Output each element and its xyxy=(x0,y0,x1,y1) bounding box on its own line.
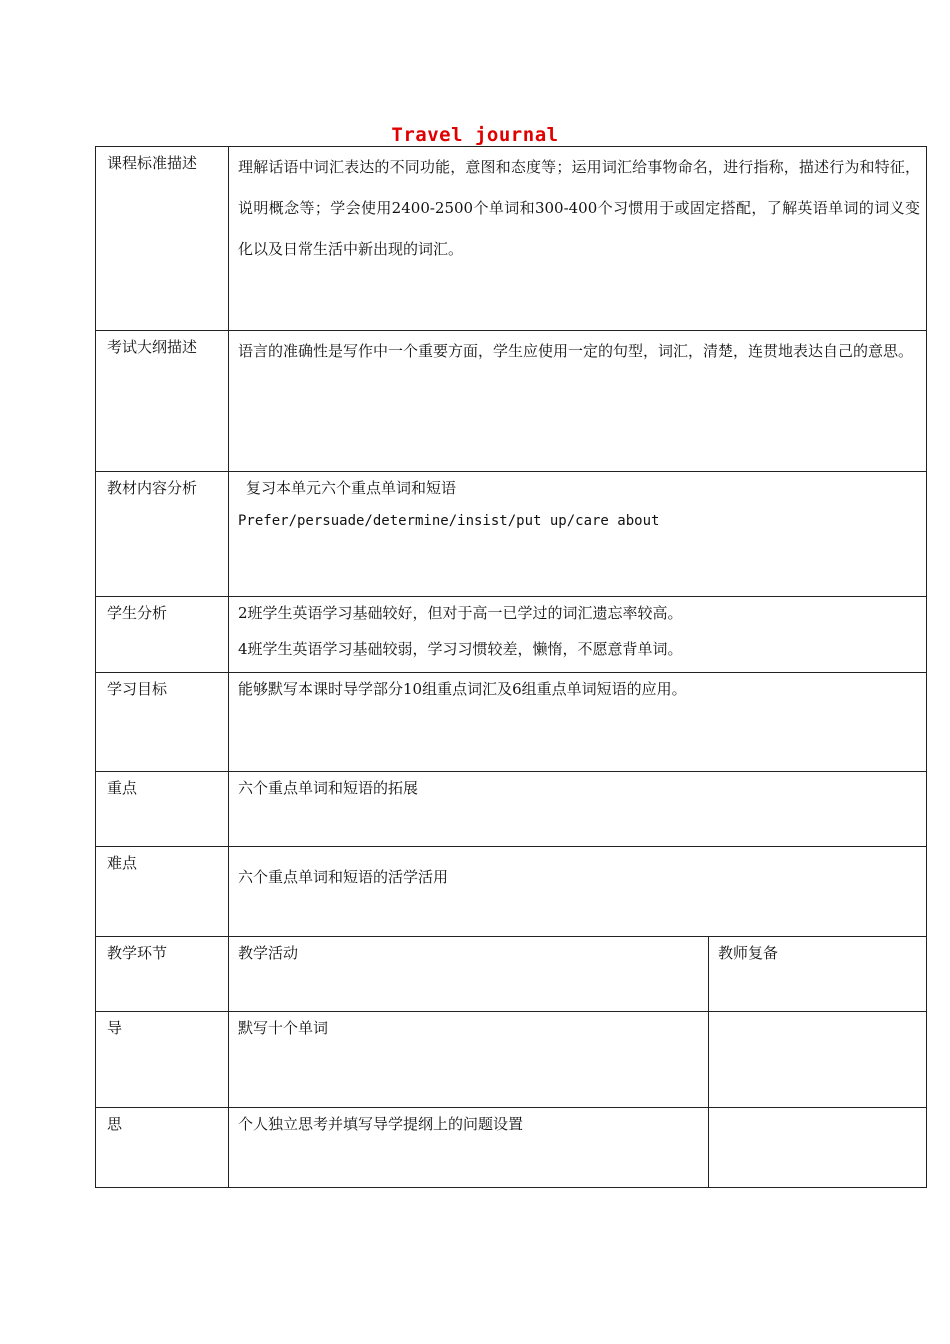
label-cell xyxy=(96,331,229,472)
activity-header: 教学活动 xyxy=(238,944,299,962)
notes-cell xyxy=(709,937,927,1012)
step-notes xyxy=(709,1108,926,1114)
step-activity: 默写十个单词 xyxy=(238,1019,329,1037)
content-cell xyxy=(229,847,927,937)
table-row-curriculum xyxy=(96,147,927,331)
material-line-2: Prefer/persuade/determine/insist/put up/care about xyxy=(238,513,660,529)
table-row-material xyxy=(96,472,927,597)
row-label: 考试大纲描述 xyxy=(107,338,198,356)
label-cell xyxy=(96,673,229,772)
activity-cell xyxy=(229,1012,709,1108)
row-label: 课程标准描述 xyxy=(107,154,198,172)
notes-cell xyxy=(709,1108,927,1188)
label-cell xyxy=(96,472,229,597)
label-cell xyxy=(96,937,229,1012)
label-cell xyxy=(96,147,229,331)
label-cell xyxy=(96,772,229,847)
key-point-text: 六个重点单词和短语的拓展 xyxy=(238,779,419,797)
content-cell xyxy=(229,772,927,847)
row-label: 学习目标 xyxy=(107,680,168,698)
table-row-steps-header xyxy=(96,937,927,1012)
label-cell xyxy=(96,1012,229,1108)
difficulty-text: 六个重点单词和短语的活学活用 xyxy=(238,868,449,886)
step-label: 导 xyxy=(107,1019,123,1037)
exam-outline-text: 语言的准确性是写作中一个重要方面，学生应使用一定的句型，词汇，清楚，连贯地表达自己的意思。 xyxy=(238,342,914,360)
row-label: 学生分析 xyxy=(107,604,168,622)
table-row-step-guide xyxy=(96,1012,927,1108)
row-label: 重点 xyxy=(107,779,138,797)
table-row-difficulty xyxy=(96,847,927,937)
table-row-students xyxy=(96,597,927,673)
notes-header: 教师复备 xyxy=(718,944,779,962)
lesson-plan-table xyxy=(95,146,927,1188)
row-label: 难点 xyxy=(107,854,138,872)
material-line-1: 复习本单元六个重点单词和短语 xyxy=(246,479,457,497)
table-row-exam-outline xyxy=(96,331,927,472)
step-header: 教学环节 xyxy=(107,944,168,962)
content-cell xyxy=(229,472,927,597)
step-notes xyxy=(709,1012,926,1018)
document-title: Travel journal xyxy=(391,124,559,146)
content-cell xyxy=(229,331,927,472)
table-row-step-think xyxy=(96,1108,927,1188)
step-label: 思 xyxy=(107,1115,123,1133)
notes-cell xyxy=(709,1012,927,1108)
content-cell xyxy=(229,597,927,673)
table-row-objective xyxy=(96,673,927,772)
students-line-2: 4班学生英语学习基础较弱，学习习惯较差，懒惰，不愿意背单词。 xyxy=(238,640,683,658)
activity-cell xyxy=(229,1108,709,1188)
curriculum-text: 理解话语中词汇表达的不同功能，意图和态度等；运用词汇给事物命名，进行指称，描述行为和特征，说明概念等；学会使用2400-2500个单词和300-400个习惯用于或固定搭配，了解英语单词的词义变化以及日常生活中新出现的词汇。 xyxy=(238,158,921,258)
content-cell xyxy=(229,673,927,772)
objective-text: 能够默写本课时导学部分10组重点词汇及6组重点单词短语的应用。 xyxy=(238,680,687,698)
step-activity: 个人独立思考并填写导学提纲上的问题设置 xyxy=(238,1115,524,1133)
students-line-1: 2班学生英语学习基础较好，但对于高一已学过的词汇遗忘率较高。 xyxy=(238,604,683,622)
label-cell xyxy=(96,597,229,673)
label-cell xyxy=(96,1108,229,1188)
content-cell xyxy=(229,147,927,331)
table-row-key-point xyxy=(96,772,927,847)
activity-cell xyxy=(229,937,709,1012)
label-cell xyxy=(96,847,229,937)
row-label: 教材内容分析 xyxy=(107,479,198,497)
